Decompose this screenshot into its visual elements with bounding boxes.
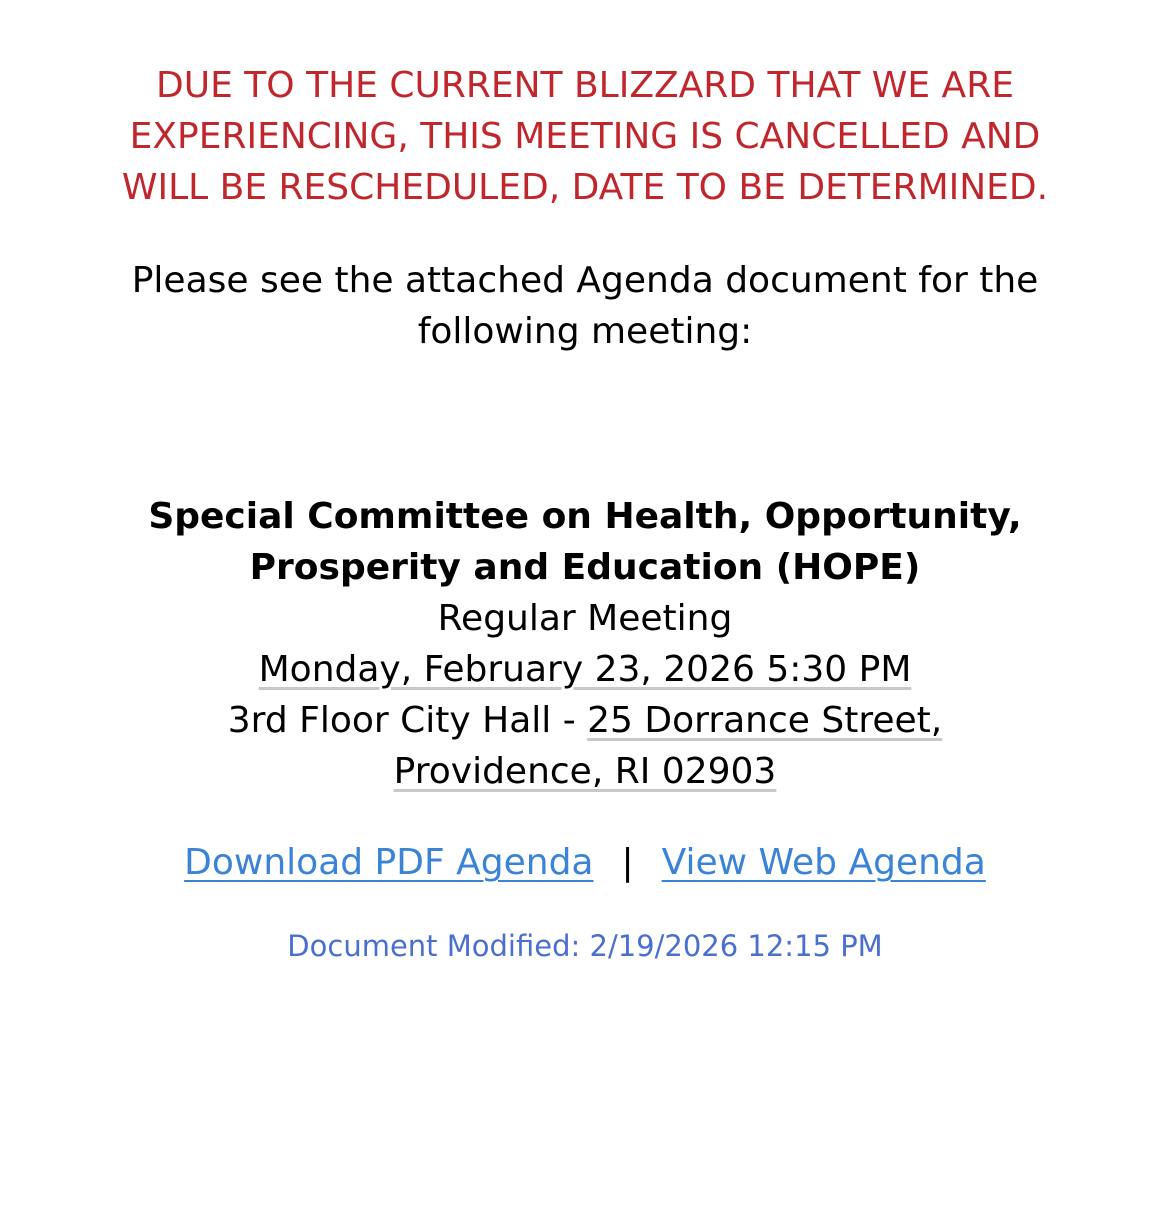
agenda-links [60,837,1110,888]
download-pdf-agenda-link[interactable]: Download PDF Agenda [184,842,594,883]
cancellation-alert: DUE TO THE CURRENT BLIZZARD THAT WE ARE EXPERIENCING, THIS MEETING IS CANCELLED AND WILL BE RESCHEDULED, DATE TO BE DETERMINED. [121,65,1049,208]
meeting-details [60,491,1110,797]
meeting-datetime-line [60,644,1110,695]
intro-text: Please see the attached Agenda document for the following meeting: [131,260,1039,352]
view-web-agenda-link[interactable]: View Web Agenda [661,842,986,883]
meeting-city-line [60,746,1110,797]
committee-name [60,491,1110,593]
meeting-datetime[interactable]: Monday, February 23, 2026 5:30 PM [258,649,912,690]
meeting-type: Regular Meeting [437,598,733,639]
committee-name-line-1: Special Committee on Health, Opportunity, [148,496,1022,537]
address-city[interactable]: Providence, RI 02903 [393,751,777,792]
address-street[interactable]: 25 Dorrance Street, [587,700,943,741]
meeting-location-line [60,695,1110,746]
committee-name-line-2: Prosperity and Education (HOPE) [249,547,921,588]
document-modified: Document Modified: 2/19/2026 12:15 PM [287,929,883,963]
location-prefix: 3rd Floor City Hall - [227,700,588,741]
link-separator: | [621,842,634,883]
